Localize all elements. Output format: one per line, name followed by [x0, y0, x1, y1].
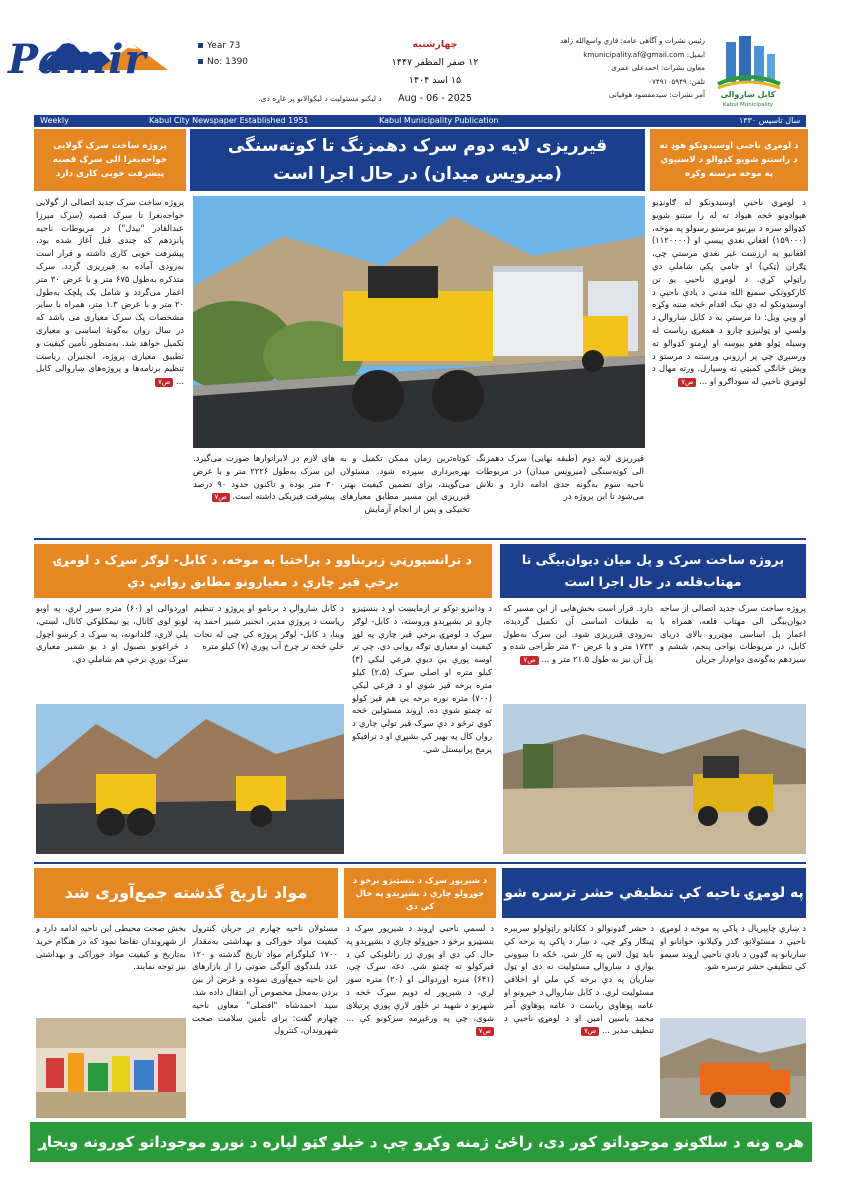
article-cleanup-col2 — [504, 922, 654, 1118]
article-body: های لازم در لابراتوارها صورت می‌گیرد. این سرک به‌طول ۲۲۲۶ متر و با عرض ۳۰ متر بوده و تاکنون حدود ۹۰ درصد پیشرفت فیزیکی داشته است. — [193, 453, 335, 502]
date-gregorian: Aug - 06 - 2025 — [398, 93, 472, 104]
article-body: د حشر ګډونوالو د ککاڼانو راټولولو سربېره ټینګار وکړ چې، د ښار د پاکې په برخه کې باید ټول لاس په کار شي، ځکه دا ښوونې یوازې د ښاروالۍ مسئولیت نه دی او ټول ښاریان په دې برخه کې ملي او اخلاقي مسئولیت لري. د کابل ښاروالۍ د خپرونو او عامه پوهاوي ریاست د عامه پوهاوي آمر محمد یاسین امین او د لومړۍ ناحیې د تنظیف مدیر ... — [504, 923, 654, 1036]
article-body: دارد. قرار است بخش‌هایی از این مسیر که به طبقات اساسی آن تکمیل گردیده، به‌زودی قیرریزی شود. این سرک به‌طول ۱۷۳۳ متر و با عرض ۳۰ متر طراحی شده و پل آن نیز به طول ۲۱.۵ متر و ... — [503, 603, 653, 665]
issue-number: No: 1390 — [198, 54, 248, 70]
article-body: د لسمې ناحیې اړوند د شېرپور سړک د بنسټیزو برخو د جوړولو چارې د بشپړېدو په حال کې دي او پورې ژر راتلونکي کې د قیرکولو ته چمتو شي. دغه سړک چې، (۶۴۱) متره اوږدوالی او (۲۰) متره سور لري، د شېرپور له دویم سړک څخه د شهرنو د شهید تر څلور لارې پورې پرتیلای شوی، چې په ورغېږمه سرکونو کې ... — [346, 923, 494, 1023]
article-body: پروژه ساخت سرک جدید اتصالی از گولایی خواجه‌بغرا تا سرک قصبه (سرک میرزا عبدالقادر "بیدل") در مربوطات ناحیه پانزدهم که چندی قبل آغاز شده بود، پیشرفت خوبی کاری داشته و قرار است به‌زودی آماده به قیرریزی گردد. سرک متذکره به‌طول ۶۷۵ متر و با عرض ۳۰ متر اعمار می‌گردد و شامل یک پلچک به‌طول ۲۰ متر و با عرض ۱.۳ متر، همراه با سایر مشخصات یک سرک معیاری می باشد که در سال روان به‌گونهٔ اساسی و معیاری تکمیل خواهد شد. به‌منظور تأمین کیفیت و تطبیق معیاری پروژه، انجنیران ریاست تنظیم برنامه‌ها و پروژه‌های ښاروالی کابل ... — [36, 197, 184, 387]
expired-goods-photo — [36, 1018, 186, 1118]
headline-kabul-logar-road: د ترانسپورټي زېربناوو د پراختیا په موخه، د کابل- لوګر سړک د لومړۍ برخې قیر چارې د معیارونو مطابق روانې دي — [34, 544, 492, 598]
article-shirpur-road — [346, 922, 494, 1118]
continued-badge[interactable]: ص۷ — [520, 656, 538, 665]
continued-badge[interactable]: ص۷ — [476, 1027, 494, 1036]
date-hijri-solar: ۱۵ اسد ۱۴۰۴ — [408, 75, 462, 86]
garbage-truck-photo — [660, 1018, 806, 1118]
weekday: چهارشنبه — [412, 39, 458, 50]
municipality-name-en: Kabul Municipality — [722, 102, 774, 108]
headline-dehmazang-road: قیرریزی لایه دوم سرک دهمزنگ تا کوته‌سنگی (میرویس میدان) در حال اجرا است — [190, 129, 645, 191]
headline-diwanbegi-road: پروژه ساخت سرک و پل میان دیوان‌بیگی تا مهتاب‌قلعه در حال اجرا است — [500, 544, 806, 598]
section-divider — [34, 862, 806, 864]
staff-line: تلفن: ۰۷۴۹۱۰۵۹۴۹ — [648, 76, 705, 86]
headline-cleanup-campaign: په لومړۍ ناحیه کې تنظیفي حشر ترسره شو — [502, 868, 806, 918]
article-expired-goods-col1: بخش صحت محیطی این ناحیه ادامه دارد و از شهروندان تقاضا نمود که در هنگام خرید به‌تاریخ و کیفیت مواد خوراکی و بهداشتی نیز توجه نمایند. — [36, 923, 186, 972]
continued-badge[interactable]: ص۷ — [581, 1027, 599, 1036]
road-roller-photo — [193, 196, 645, 448]
founded-label: سال تاسیس ۱۳۳۰ — [739, 116, 801, 125]
date-hijri-lunar: ۱۲ صفر المظفر ۱۴۴۷ — [391, 57, 479, 68]
continued-badge[interactable]: ص۷ — [212, 493, 230, 502]
article-diwanbegi-col1: پروژه ساخت سرک جدید اتصالی از ساحه دیوان‌بیگی الی مهتاب قلعه، همراه با اعمار پل اساسی موټررو بالای دریای کابل، در مربوطات نواحی پنجم، ششم و سیزدهم به‌گونه‌ی دوام‌دار جریان — [660, 603, 806, 665]
staff-list — [555, 34, 705, 102]
municipality-name-fa: کابل ښاروالی — [720, 90, 776, 99]
road-paving-photo — [36, 704, 344, 854]
article-refugee-aid — [652, 196, 806, 534]
year-label: Year 73 — [198, 38, 248, 54]
headline-expired-goods: مواد تاریخ گذشته جمع‌آوری شد — [34, 868, 338, 918]
continued-badge[interactable]: ص۷ — [678, 378, 696, 387]
article-gulayi-road — [36, 196, 184, 534]
section-divider — [34, 538, 806, 540]
staff-line: ایمیل: kmunicipality.af@gmail.com — [583, 49, 705, 59]
publication-bar — [34, 115, 806, 127]
article-kabul-logar-col3: اوږدوالی او (۶۰) متره سور لري، په اوبو لوبو لوی کانال، یو نیمکلوکي کانال، لښتي، پلې لارې، ګلدانونه، په سړک د کرښو اچول د څراغونو نصبول او د یو شمیر معیاري سړک نورې برخې هم شاملې دي. — [36, 603, 188, 665]
headline-gulayi-road: پروژه ساخت سرک گولایی خواجه‌بغرا الی سرک قصبه پیشرفت خوبی کاری دارد — [34, 129, 186, 191]
article-dehmazang-col3 — [193, 452, 335, 534]
masthead — [0, 0, 842, 115]
publication-label: Kabul Municipality Publication — [379, 116, 499, 125]
article-kabul-logar-col2: د کابل ښاروالۍ د برنامو او پروژو د تنظیم ریاست د پروژې مدیر، انجنیر شبیر احمد په وینا، د کابل- لوګر پروژه کې چې له نجات خلې څخه تر چرخ آب پورې (۷) کیلو متره — [194, 603, 344, 652]
established-label: Kabul City Newspaper Established 1951 — [149, 116, 309, 125]
article-dehmazang-col1: قیرریزی لایه دوم (طبقه نهایی) سرک دهمزنگ الی کوته‌سنگی (میرویس میدان) در مربوطات ناحیه سوم به‌گونه جدی ادامه دارد و تلاش می‌شود تا این پروژه در — [476, 453, 644, 502]
staff-line: معاون نشرات: احمدعلی عمری — [611, 63, 705, 72]
article-cleanup-col1: د ښاري چاپېریال د پاکې په موخه د لومړۍ ناحیې د مسئولانو، ګذر وکیلانو، خوانانو او ښاریانو په ګډون د یادې ناحیې اړوند سیمو کې تنظیفي حشر ترسره شو. — [660, 923, 806, 972]
headline-refugee-aid: د لومړي ناحیې اوسیدونکو هوډ ته د راستنو شویو کډوالو د لاسنیوي په موخه مرسته وکړه — [650, 129, 808, 191]
article-diwanbegi-col2 — [503, 602, 653, 698]
grader-photo — [503, 704, 806, 854]
headline-shirpur-road: د شېرپور سړک د بنسټیزو برخو د جوړولو چارې د بشپړېدو په حال کې دي — [344, 868, 496, 918]
weekly-label: Weekly — [40, 116, 69, 125]
issue-meta — [198, 38, 248, 70]
footer-banner: هره ونه د سلګونو موجوداتو کور دی، راځئ ژمنه وکړو چې د خپلو ګټو لپاره د نورو موجوداتو کورونه ویجاړ نه کړو! — [30, 1122, 812, 1162]
article-dehmazang-col2: کوتاه‌ترین زمان ممکن تکمیل و به بهره‌برداری سپرده شود. مسئولان می‌گویند، برای تضمین کیفیت بهتر، قیرریزی این مسیر مطابق معیارهای تخنیکی و پس از انجام آزمایش — [340, 453, 470, 515]
staff-line: رئیس نشرات و آگاهی عامه: قاري واسع‌الله زاهد — [560, 36, 705, 45]
brand-title: Pamir — [8, 36, 147, 83]
article-kabul-logar-col1: د ودانیزو توکو تر ازمایښت او د بنسټیزو چارو تر بشپړېدو وروسته، د کابل- لوګر سړک د لومړۍ برخې قیر چارې په لوړ کیفیت او معیاري توګه روانې دي. چې تر اوسه پورې یې دیوې فرعي لیکې (۳) کیلو متره او اصلي سړک (۲،۵) کیلو متره برخه قیر شوې او د فرعي لیکې (۷۰۰) متره نوره برخه یې هم قیر کولو ته چمتو شوې ده. اړوند مسئولین څخه کوي ترڅو د دې سړک قیر تولې چارې د روان کال په بهیر کې بشپړې او د ترافیکو پرمخ پرانیستل شي. — [352, 603, 492, 754]
disclaimer: د لیکنو مسئولیت د لیکوالانو پر غاړه دی. — [258, 94, 382, 103]
staff-line: آمر نشرات: سیدمقصود هوفیانی — [608, 90, 705, 99]
continued-badge[interactable]: ص۷ — [155, 378, 173, 387]
article-expired-goods-col2: مسئولان ناحیه چهارم در جریان کنترول کیفیت مواد خوراکی و بهداشتی به‌مقدار ۱۷۰۰ کیلوگرام مواد تاریخ گذشته و ۱۲۰ عدد بلندگوی آلوگی صوتی را از بازارهای این ناحیه جمع‌آوری نموده و غرض از بین بردن به‌محل مخصوص آن انتقال داده شد. سید احمدشاه "افضلی" معاون ناحیه چهارم گفت: برای تأمین سلامت صحت شهروندان، کنترول — [192, 923, 338, 1036]
article-body: د لومړي ناحیې اوسیدونکو له ګاونډیو هېوادونو څخه هېواد ته له را ستنو شویو کډوالو سره د بېړنیو مرستو رسولو په موخه، (۱۵۹۰۰۰) افغانۍ نغدي پیسې او (۱۱۲۰۰۰۰) افغانیو په ارزښت غیر نغدي مرستې چې، ټګران (ټکي) او جامې پکې شاملې دي راټولې کړې. د لومړي ناحیې یو تن کارکوونکي سمیع الله مدني د یادې ناحیې د اوسیدونکو له دې نیک اقدام څخه مننه وکړه او ویې ویل: دا مرستې به د کابل ښاروالۍ د ولسي او ټولنیزو چارو د همغږۍ ریاست له وسیله ټولو هغو بېوسه او اړمنو کډوالو ته ورسیږي چې پر ارزونې ورستنه د مرستو د وېش څانګې کمېټې ته وسپارل. ورته مهال د لومړي ناحیې له سوداګرو او ... — [652, 197, 806, 387]
